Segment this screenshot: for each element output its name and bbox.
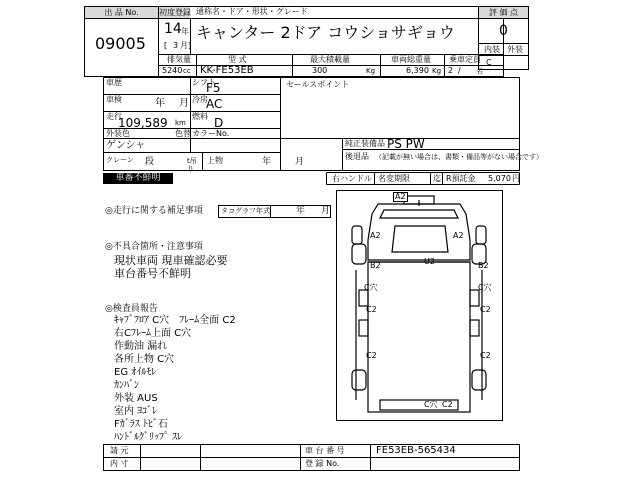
inspector-line: 室内 ﾖｺﾞﾚ [114, 406, 158, 417]
inspector-line: EG ｵｲﾙﾓﾚ [114, 367, 157, 378]
damage-mark: U2 [424, 257, 435, 266]
color-change-label: 色替 [175, 129, 191, 138]
cooling-value: AC [206, 97, 223, 111]
inspector-line: ﾊﾝﾄﾞﾙｸﾞﾘｯﾌﾟ ｽﾚ [114, 432, 183, 443]
color-value: ゲンシャ [106, 140, 146, 151]
max-load-unit: Kg [366, 67, 376, 75]
internal-dimension-label: 内 寸 [110, 459, 129, 468]
name-change-label: 名変期限 [378, 174, 410, 183]
damage-mark: A2 [395, 192, 406, 201]
chassis-number-label: 車 台 番 号 [305, 446, 345, 455]
model-year-unit: 年 [181, 27, 189, 36]
mileage-unit: km [175, 119, 186, 127]
damage-mark: B2 [478, 261, 489, 270]
inspection-label: 車検 [106, 95, 122, 104]
inspector-line: 右Cﾌﾚｰﾑ上面 C穴 [114, 328, 192, 339]
defects-label: ◎不具合箇所・注意事項 [105, 242, 203, 252]
model-year: 14 [164, 21, 182, 37]
model-type-label: 型 式 [228, 55, 247, 64]
inspector-line: Fｶﾞﾗｽ ﾄﾋﾞ石 [114, 419, 168, 430]
max-load-value: 300 [312, 66, 328, 75]
lift-label: 上物 [207, 156, 223, 165]
inspector-line: 各所上物 C穴 [114, 354, 175, 365]
steering-label: 右ハンドル [332, 174, 372, 183]
grade-label: 評 価 点 [479, 7, 528, 18]
mileage-label: 走行 [106, 112, 122, 121]
shift-label: シフト [192, 78, 216, 87]
rear-note: （記載が無い場合は、書類・備品等がない場合です） [375, 153, 543, 161]
inspector-line: 外装 AUS [114, 393, 158, 404]
capacity-label: 乗車定員 [449, 55, 481, 64]
fuel-value: D [214, 116, 224, 130]
defect-line: 車台番号不鮮明 [114, 267, 191, 280]
first-registration-label: 初度登録 [159, 8, 191, 17]
tacho-label: タコグラフ年式 [221, 207, 270, 215]
model-code: KK-FE53EB [200, 65, 254, 76]
damage-mark: C穴 [364, 283, 378, 292]
damage-mark: A2 [370, 231, 381, 240]
damage-mark: C2 [366, 351, 377, 360]
car-name-label: 通称名・ドア・形状・グレード [196, 7, 308, 16]
damage-mark: C2 [442, 400, 453, 409]
equipment-label: 純正装備品 [345, 139, 385, 148]
history-label: 車歴 [106, 78, 122, 87]
lot-number-label: 出 品 No. [85, 7, 158, 18]
color-label: 外装色 [106, 129, 130, 138]
inspector-line: 作動油 漏れ [114, 341, 168, 352]
unreadable-plate-badge: 車番不鮮明 [103, 173, 173, 184]
mileage-value: 109,589 [118, 116, 168, 130]
inspector-line: ｶﾝﾊﾞﾝ [114, 380, 139, 391]
crane-step: 段 [145, 157, 155, 167]
displacement-unit: cc [183, 67, 191, 75]
exterior-grade-value: C [486, 58, 492, 67]
inspection-year-label: 年 [155, 98, 165, 109]
month-unit: 月] [180, 41, 192, 50]
recycle-unit: 円 [512, 174, 520, 183]
defect-line: 現状車両 現車確認必要 [114, 254, 228, 267]
sales-point-label: セールスポイント [286, 80, 350, 89]
interior-grade-label: 内装 [484, 45, 500, 54]
month-bracket-open: [ [164, 41, 168, 50]
inspector-report-label: ◎検査員報告 [105, 304, 158, 314]
fuel-label: 燃料 [192, 112, 208, 121]
vehicle-weight-unit: Kg [432, 67, 442, 75]
recycle-amount: 5,070 [488, 174, 511, 183]
equipment-value: PS PW [387, 137, 425, 151]
damage-mark: C2 [366, 305, 377, 314]
inspector-line: ｷｬﾌﾞﾌﾛｱ C穴 ﾌﾚｰﾑ全面 C2 [114, 315, 236, 326]
exterior-grade-label: 外装 [507, 45, 523, 54]
recycle-label: R預託金 [446, 174, 476, 183]
request-label: 請 元 [110, 446, 129, 455]
tacho-year: 年 [296, 206, 306, 216]
capacity-separator: / [458, 66, 461, 75]
capacity-unit: 名 [476, 67, 483, 75]
inspection-month-label: 月 [179, 98, 189, 109]
vehicle-weight-value: 6,390 [406, 66, 429, 75]
damage-mark: C2 [480, 305, 491, 314]
rear-label: 後退品 [345, 152, 369, 161]
max-load-label: 最大積載量 [310, 55, 350, 64]
crane-label: クレーン [106, 156, 134, 164]
vehicle-weight-label: 車両総重量 [391, 55, 431, 64]
damage-mark: A2 [453, 231, 464, 240]
crane-hang-label: t吊り [187, 157, 197, 173]
displacement-label: 排気量 [167, 55, 191, 64]
damage-mark: C穴 [478, 283, 492, 292]
mileage-note-label: ◎走行に関する補足事項 [105, 206, 203, 216]
car-name: キャンター 2ドア コウショサギョウ [196, 23, 455, 42]
damage-mark: B2 [370, 261, 381, 270]
name-change-value: 迄 [433, 174, 441, 183]
cooling-label: 冷房 [192, 95, 208, 104]
registration-number-label: 登 録 No. [305, 459, 340, 468]
registration-month: 3 [173, 41, 179, 50]
grade-value: 0 [499, 23, 508, 39]
shift-value: F5 [206, 81, 221, 95]
displacement-value: 5240 [162, 66, 183, 75]
tacho-month: 月 [321, 206, 331, 216]
color-number-label: カラーNo. [192, 129, 230, 138]
lot-number: 09005 [95, 34, 146, 53]
lift-month: 月 [295, 157, 305, 167]
lift-year: 年 [262, 157, 272, 167]
damage-mark: C2 [480, 351, 491, 360]
damage-mark: C穴 [424, 400, 438, 409]
capacity-value: 2 [448, 66, 454, 75]
chassis-number: FE53EB-565434 [376, 445, 456, 456]
